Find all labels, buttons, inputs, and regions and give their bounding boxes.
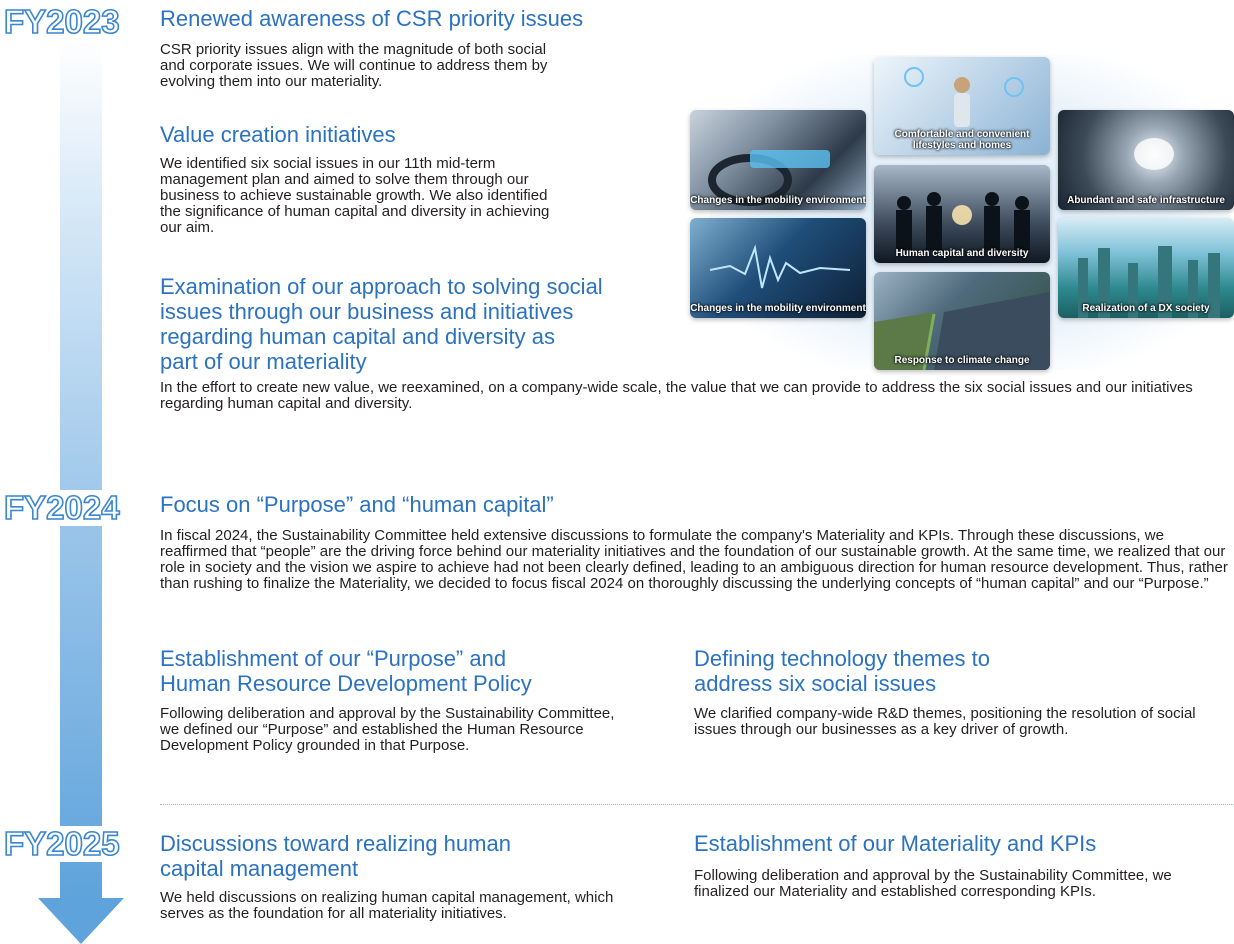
photo-tile-climate xyxy=(874,272,1050,370)
text-purpose-policy: Following deliberation and approval by the Sustainability Committee, we defined our “Purpose” and established the Human Resource Development Policy grounded in that Purpose. xyxy=(160,705,615,754)
heading-technology-themes xyxy=(694,646,1174,696)
heading-line: Defining technology themes to xyxy=(694,646,990,671)
heading-line: capital management xyxy=(160,856,359,881)
text-materiality-kpis: Following deliberation and approval by the Sustainability Committee, we finalized our Materiality and established corresponding KPIs. xyxy=(694,867,1172,900)
year-label-fy2023: FY2023 xyxy=(4,3,120,40)
photo-caption: Changes in the mobility environment xyxy=(690,195,866,206)
photo-caption: Human capital and diversity xyxy=(895,248,1029,259)
heading-examination-line: regarding human capital and diversity as xyxy=(160,324,556,349)
text-technology-themes: We clarified company-wide R&D themes, positioning the resolution of social issues through our businesses as a key driver of growth. xyxy=(694,705,1196,738)
photo-caption: Response to climate change xyxy=(894,355,1030,366)
text-csr-priority: CSR priority issues align with the magnitude of both social and corporate issues. We will continue to address them by evolving them into our materiality. xyxy=(160,41,548,90)
heading-examination-line: part of our materiality xyxy=(160,349,367,374)
photo-caption: Comfortable and convenient lifestyles and homes xyxy=(894,129,1030,151)
photo-caption: Abundant and safe infrastructure xyxy=(1067,195,1225,206)
heading-value-creation: Value creation initiatives xyxy=(160,122,396,147)
heading-line: address six social issues xyxy=(694,671,937,696)
heading-csr-priority: Renewed awareness of CSR priority issues xyxy=(160,6,584,31)
heading-line: Human Resource Development Policy xyxy=(160,671,532,696)
text-examination: In the effort to create new value, we reexamined, on a company-wide scale, the value that we can provide to address the six social issues and our initiatives regarding human capital and diversity. xyxy=(160,379,1193,412)
photo-tile-mobility-1 xyxy=(690,110,866,210)
heading-materiality-kpis: Establishment of our Materiality and KPIs xyxy=(694,831,1097,856)
photo-tile-mobility-2 xyxy=(690,218,866,318)
year-label-fy2025: FY2025 xyxy=(4,825,120,862)
timeline-arrow-head xyxy=(38,898,124,944)
text-value-creation: We identified six social issues in our 11th mid-term management plan and aimed to solve them through our business to achieve sustainable growth. We also identified the significance of human capital and diversity in achieving our aim. xyxy=(160,155,550,236)
photo-tile-lifestyle xyxy=(874,57,1050,155)
social-issues-photo-collage xyxy=(690,55,1234,373)
heading-focus-purpose: Focus on “Purpose” and “human capital” xyxy=(160,492,554,517)
heading-line: Discussions toward realizing human xyxy=(160,831,511,856)
section-divider xyxy=(160,804,1234,805)
photo-caption: Changes in the mobility environment xyxy=(690,303,866,314)
heading-line: Establishment of our “Purpose” and xyxy=(160,646,507,671)
heading-human-capital-management xyxy=(160,831,640,881)
text-focus-purpose: In fiscal 2024, the Sustainability Committee held extensive discussions to formulate the company's Materiality and KPIs. Through these discussions, we reaffirmed that “people” are the driving force behind our materiality initiatives and the foundation of our sustainable growth. At the same time, we realized that our role in society and the vision we aspire to achieve had not been clearly defined, leading to an ambiguous direction for human resource development. Thus, rather than rushing to finalize the Materiality, we decided to focus fiscal 2024 on thoroughly discussing the underlying concepts of “human capital” and our “Purpose.” xyxy=(160,527,1228,592)
heading-examination xyxy=(160,274,640,374)
photo-caption: Realization of a DX society xyxy=(1082,303,1210,314)
text-human-capital-management: We held discussions on realizing human capital management, which serves as the foundation for all materiality initiatives. xyxy=(160,889,614,922)
photo-tile-human-capital xyxy=(874,165,1050,263)
photo-tile-infrastructure xyxy=(1058,110,1234,210)
heading-examination-line: issues through our business and initiatives xyxy=(160,299,574,324)
heading-examination-line: Examination of our approach to solving social xyxy=(160,274,603,299)
timeline-arrow-shaft xyxy=(60,40,102,900)
heading-purpose-policy xyxy=(160,646,640,696)
year-label-fy2024: FY2024 xyxy=(4,489,120,526)
photo-tile-dx-society xyxy=(1058,218,1234,318)
